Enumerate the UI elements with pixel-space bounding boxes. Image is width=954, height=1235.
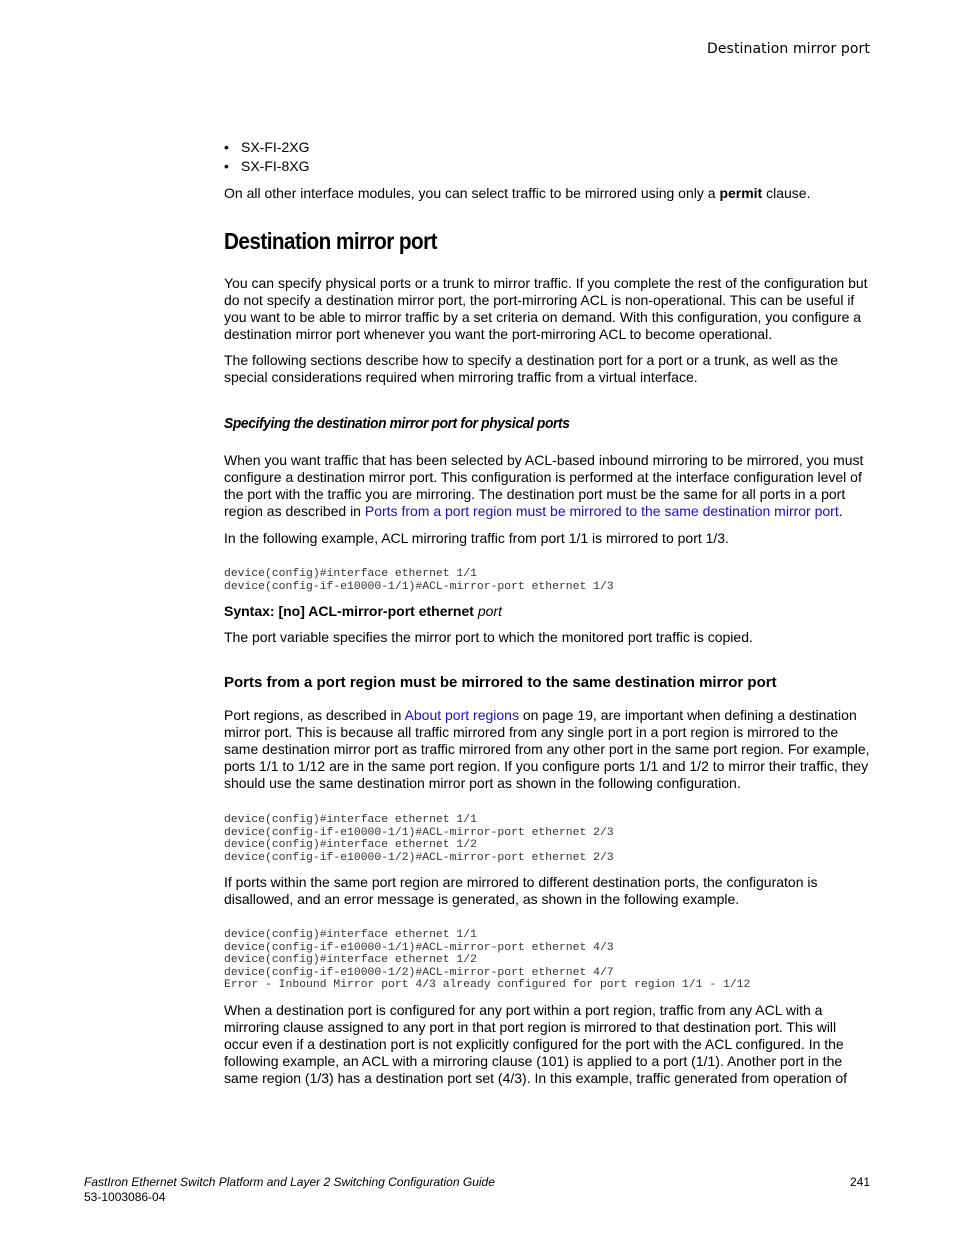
subsection-heading-physical-ports: Specifying the destination mirror port for physical ports: [224, 415, 570, 432]
port-region-link[interactable]: Ports from a port region must be mirrored to the same destination mirror port: [364, 503, 839, 519]
intro-paragraph: [224, 185, 870, 202]
section-paragraph-1: You can specify physical ports or a trunk to mirror traffic. If you complete the rest of the configuration but do not specify a destination mirror port, the port-mirroring ACL is non-operational. This can be useful if you want to be able to mirror traffic by a set criteria on demand. With this configuration, you configure a destination mirror port whenever you want the port-mirroring ACL to become operational.: [224, 275, 868, 342]
code-example-3: device(config)#interface ethernet 1/1 device(config-if-e10000-1/1)#ACL-mirror-port ethernet 4/3 device(config)#interface ethernet 1/2 device(config-if-e10000-1/2)#ACL-mirror-port ethernet 4/7 Error - Inbound Mirror port 4/3 already configured for port region 1/1 - 1/12: [224, 929, 751, 991]
footer-doc-info: [84, 1175, 495, 1205]
bullet-icon: •: [224, 139, 229, 155]
code-example-1: device(config)#interface ethernet 1/1 device(config-if-e10000-1/1)#ACL-mirror-port ethernet 1/3: [224, 568, 614, 593]
sub2-paragraph-2: If ports within the same port region are mirrored to different destination ports, the configuraton is disallowed, and an error message is generated, as shown in the following example.: [224, 874, 818, 907]
intro-text-end: clause.: [762, 185, 811, 201]
sub2-paragraph-1: [224, 707, 870, 792]
sub1-paragraph-1: [224, 452, 870, 520]
page-number: 241: [849, 1175, 870, 1189]
intro-text: On all other interface modules, you can select traffic to be mirrored using only a: [224, 185, 720, 201]
sub1-paragraph-2: In the following example, ACL mirroring traffic from port 1/1 is mirrored to port 1/3.: [224, 530, 729, 546]
sub2-text-end: on page 19, are important when defining a destination mirror port. This is because all traffic mirrored from any single port in a port region is mirrored to the same destination mirror port as traffic mirrored from any other port in the same port region. For example, ports 1/1 to 1/12 are in the same port region. If you configure ports 1/1 and 1/2 to mirror their traffic, they should use the same destination mirror port as shown in the following configuration.: [224, 707, 870, 791]
sub2-text: Port regions, as described in: [224, 707, 405, 723]
section-paragraph-2: The following sections describe how to specify a destination port for a port or a trunk, as well as the special considerations required when mirroring traffic from a virtual interface.: [224, 352, 838, 385]
footer-doc-number: 53-1003086-04: [84, 1190, 166, 1204]
sub2-paragraph-3: When a destination port is configured for any port within a port region, traffic from any ACL with a mirroring clause assigned to any port in that port region is mirrored to that destination port. This will occur even if a destination port is not explicitly configured for the port with the ACL configured. In the following example, an ACL with a mirroring clause (101) is applied to a port (1/1). Another port in the same region (1/3) has a destination port set (4/3). In this example, traffic generated from operation of: [224, 1002, 848, 1086]
bullet-icon: •: [224, 158, 229, 174]
running-header: Destination mirror port: [706, 41, 870, 57]
subsection-heading-port-region: Ports from a port region must be mirrored to the same destination mirror port: [224, 674, 777, 691]
syntax-line: [224, 603, 870, 620]
sub1-text-end: .: [838, 503, 843, 519]
bullet-list: [224, 138, 309, 176]
footer-title: FastIron Ethernet Switch Platform and Layer 2 Switching Configuration Guide: [84, 1175, 495, 1189]
code-example-2: device(config)#interface ethernet 1/1 device(config-if-e10000-1/1)#ACL-mirror-port ethernet 2/3 device(config)#interface ethernet 1/2 device(config-if-e10000-1/2)#ACL-mirror-port ethernet 2/3: [224, 814, 614, 864]
syntax-variable: port: [477, 603, 502, 619]
sub1-text: When you want traffic that has been selected by ACL-based inbound mirroring to be mirrored, you must configure a destination mirror port. This configuration is performed at the interface configuration level of the port with the traffic you are mirroring. The destination port must be the same for all ports in a port region as described in: [224, 452, 864, 519]
section-heading: Destination mirror port: [224, 228, 438, 254]
list-item: [224, 157, 309, 176]
list-item-text: SX-FI-2XG: [241, 139, 310, 155]
permit-keyword: permit: [719, 185, 763, 201]
list-item-text: SX-FI-8XG: [241, 158, 310, 174]
sub1-paragraph-3: The port variable specifies the mirror port to which the monitored port traffic is copied.: [224, 629, 753, 645]
syntax-command: Syntax: [no] ACL-mirror-port ethernet: [224, 603, 478, 619]
about-port-regions-link[interactable]: About port regions: [404, 707, 519, 723]
list-item: [224, 138, 309, 157]
